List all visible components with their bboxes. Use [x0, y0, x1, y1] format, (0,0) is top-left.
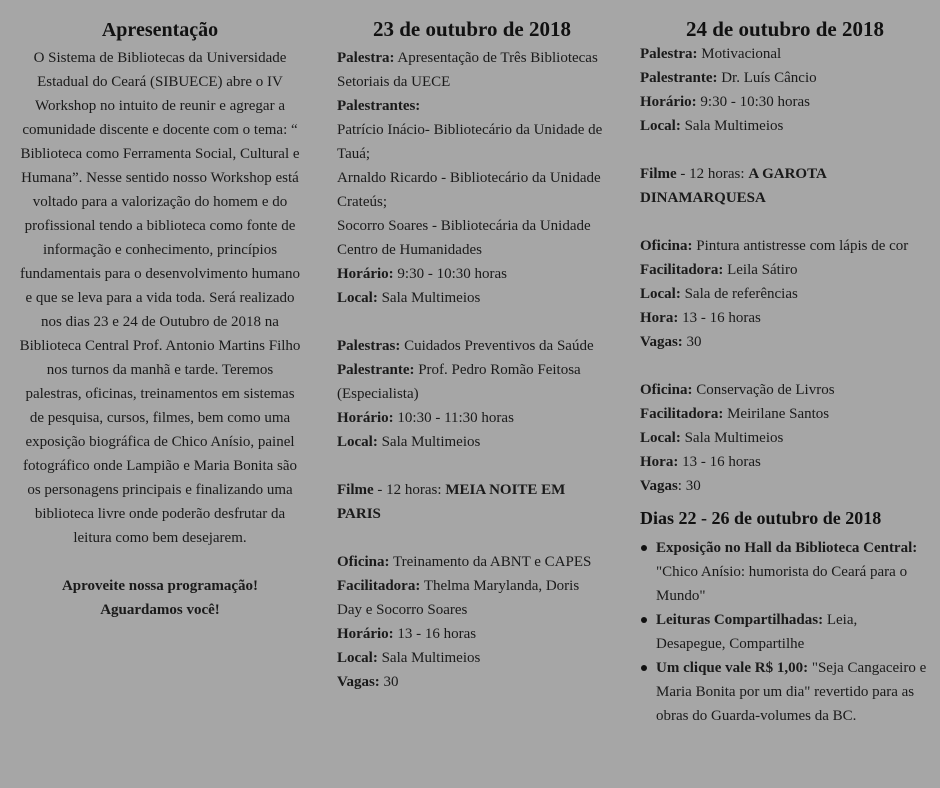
day24-palestra: Palestra: Motivacional — [640, 46, 782, 62]
day24-local-1: Local: Sala de referências — [640, 286, 798, 302]
day24-facilitadora-1: Facilitadora: Leila Sátiro — [640, 262, 798, 278]
list-item-exposicao: Exposição no Hall da Biblioteca Central: "Chico Anísio: humorista do Ceará para o Mundo" — [656, 536, 930, 608]
day23-oficina: Oficina: Treinamento da ABNT e CAPES — [337, 554, 592, 570]
day24-local-2: Local: Sala Multimeios — [640, 430, 784, 446]
day24-title: 24 de outubro de 2018 — [686, 17, 884, 41]
closing-line-1: Aproveite nossa programação! — [61, 578, 259, 594]
day24-filme: Filme - 12 horas: A GAROTA DINAMARQUESA — [640, 166, 826, 206]
day24-vagas-1: Vagas: 30 — [640, 334, 702, 350]
day24-local: Local: Sala Multimeios — [640, 118, 784, 134]
day23-palestrante-1: Patrício Inácio- Bibliotecário da Unidade de Tauá; — [337, 122, 603, 162]
day23-column — [337, 0, 607, 694]
day23-palestrante-romao: Palestrante: Prof. Pedro Romão Feitosa (Especialista) — [337, 362, 581, 402]
day24-facilitadora-2: Facilitadora: Meirilane Santos — [640, 406, 830, 422]
day23-facilitadora: Facilitadora: Thelma Marylanda, Doris Day e Socorro Soares — [337, 578, 580, 618]
apresentacao-body: O Sistema de Bibliotecas da Universidade Estadual do Ceará (SIBUECE) abre o IV Workshop no intuito de reunir e agregar a comunidade discente e docente com o tema: “ Biblioteca como Ferramenta Social, Cultural e Humana”. Nesse sentido nosso Workshop está voltado para a valorização do homem e do profissional tendo a biblioteca como fonte de informação e conhecimento, princípios fundamentais para o desenvolvimento humano e que se leva para a vida toda. Será realizado nos dias 23 e 24 de Outubro de 2018 na Biblioteca Central Prof. Antonio Martins Filho nos turnos da manhã e tarde. Teremos palestras, oficinas, treinamentos em sistemas de pesquisa, cursos, filmes, bem como uma exposição biográfica de Chico Anísio, painel fotográfico onde Lampião e Maria Bonita são os personagens principais e finalizando uma biblioteca livre onde poderão desfrutar da leitura como bem desejarem. — [19, 50, 301, 546]
day23-palestrante-2: Arnaldo Ricardo - Bibliotecário da Unidade Crateús; — [337, 170, 601, 210]
day24-column — [640, 0, 930, 728]
day24-horario: Horário: 9:30 - 10:30 horas — [640, 94, 810, 110]
day23-vagas: Vagas: 30 — [337, 674, 399, 690]
day23-palestrante-3: Socorro Soares - Bibliotecária da Unidade Centro de Humanidades — [337, 218, 591, 258]
list-item-clique: Um clique vale R$ 1,00: "Seja Cangaceiro e Maria Bonita por um dia" revertido para as obras do Guarda-volumes da BC. — [656, 656, 930, 728]
day23-palestrantes-label: Palestrantes: — [337, 98, 421, 114]
day24-hora-2: Hora: 13 - 16 horas — [640, 454, 761, 470]
day24-oficina-2: Oficina: Conservação de Livros — [640, 382, 835, 398]
day23-horario-1: Horário: 9:30 - 10:30 horas — [337, 266, 507, 282]
days22-26-list — [640, 536, 930, 728]
closing-line-2: Aguardamos você! — [100, 602, 220, 618]
apresentacao-title: Apresentação — [101, 19, 219, 41]
day23-local-1: Local: Sala Multimeios — [337, 290, 481, 306]
day23-filme: Filme - 12 horas: MEIA NOITE EM PARIS — [337, 482, 566, 522]
day23-palestras: Palestras: Cuidados Preventivos da Saúde — [337, 338, 594, 354]
day24-palestrante: Palestrante: Dr. Luís Câncio — [640, 70, 817, 86]
day23-local-2: Local: Sala Multimeios — [337, 434, 481, 450]
day23-palestra: Palestra: Apresentação de Três Bibliotecas Setoriais da UECE — [337, 50, 598, 90]
day24-vagas-2: Vagas: 30 — [640, 478, 701, 494]
day24-oficina-1: Oficina: Pintura antistresse com lápis de cor — [640, 238, 909, 254]
list-item-leituras: Leituras Compartilhadas: Leia, Desapegue, Compartilhe — [656, 608, 930, 656]
day23-title: 23 de outubro de 2018 — [373, 17, 571, 41]
days22-26-title: Dias 22 - 26 de outubro de 2018 — [640, 508, 882, 528]
day23-horario-3: Horário: 13 - 16 horas — [337, 626, 477, 642]
apresentacao-column — [18, 0, 302, 622]
day23-local-3: Local: Sala Multimeios — [337, 650, 481, 666]
day24-hora-1: Hora: 13 - 16 horas — [640, 310, 761, 326]
day23-horario-2: Horário: 10:30 - 11:30 horas — [337, 410, 514, 426]
